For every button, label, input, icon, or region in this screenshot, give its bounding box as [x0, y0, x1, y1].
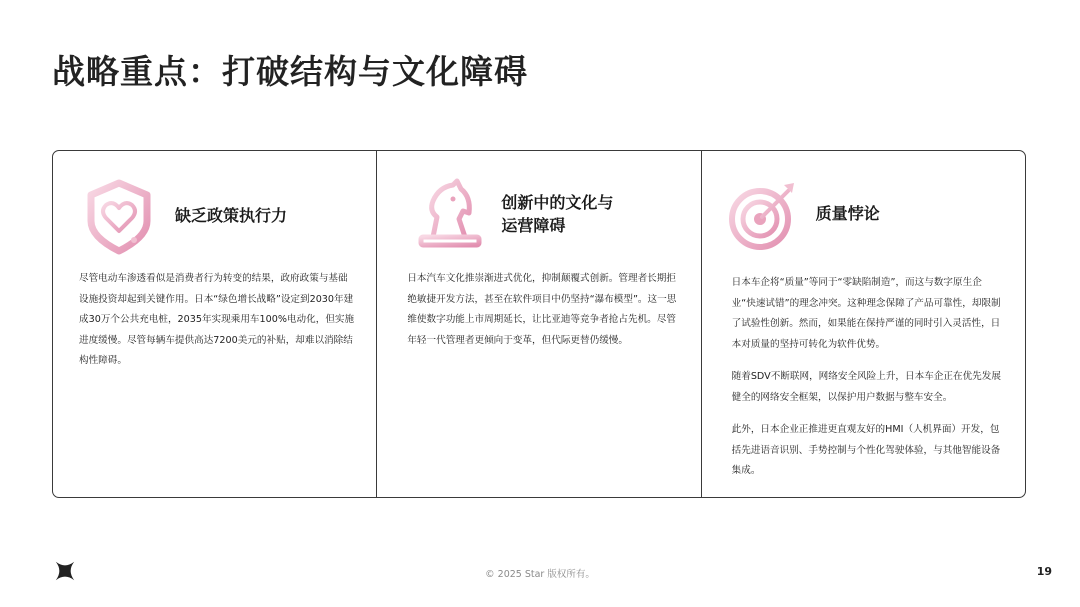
chess-knight-icon	[409, 175, 489, 255]
card-quality-paradox	[701, 151, 1025, 497]
card-paragraph: 日本车企将“质量”等同于“零缺陷制造”，而这与数字原生企业“快速试错”的理念冲突。这种理念保障了产品可靠性，却限制了试验性创新。然而，如果能在保持严谨的同时引入灵活性，日本对质量的坚持可转化为软件优势。	[731, 277, 1001, 350]
card-body	[79, 269, 356, 384]
shield-heart-icon	[79, 177, 159, 257]
strategy-card-grid	[52, 150, 1026, 498]
card-paragraph: 日本汽车文化推崇渐进式优化，抑制颠覆式创新。管理者长期拒绝敏捷开发方法，甚至在软件项目中仍坚持“瀑布模型”。这一思维使数字功能上市周期延长，让比亚迪等竞争者抢占先机。尽管年轻一代管理者更倾向于变革，但代际更替仍缓慢。	[407, 273, 677, 346]
page-title: 战略重点：打破结构与文化障碍	[52, 52, 528, 91]
footer-copyright: © 2025 Star 版权所有。	[485, 569, 595, 580]
card-title: 创新中的文化与 运营障碍	[501, 193, 614, 235]
card-policy-execution	[53, 151, 376, 497]
card-body	[407, 269, 680, 363]
card-paragraph: 此外，日本企业正推进更直观友好的HMI（人机界面）开发，包括先进语音识别、手势控制与个性化驾驶体验，与其他智能设备集成。	[731, 424, 1001, 476]
target-icon	[724, 175, 804, 255]
card-title: 质量悖论	[815, 204, 880, 223]
card-paragraph: 尽管电动车渗透看似是消费者行为转变的结果，政府政策与基础设施投资却起到关键作用。日本“绿色增长战略”设定到2030年建成30万个公共充电桩，2035年实现乘用车100%电动化，但实施进度缓慢。尽管每辆车提供高达7200美元的补贴，却难以消除结构性障碍。	[79, 273, 355, 366]
card-paragraph: 随着SDV不断联网，网络安全风险上升，日本车企正在优先发展健全的网络安全框架，以保护用户数据与整车安全。	[731, 371, 1001, 403]
card-title: 缺乏政策执行力	[175, 206, 288, 225]
card-body	[732, 273, 1005, 494]
card-culture-barriers	[376, 151, 700, 497]
page-number: 19	[1036, 565, 1052, 578]
